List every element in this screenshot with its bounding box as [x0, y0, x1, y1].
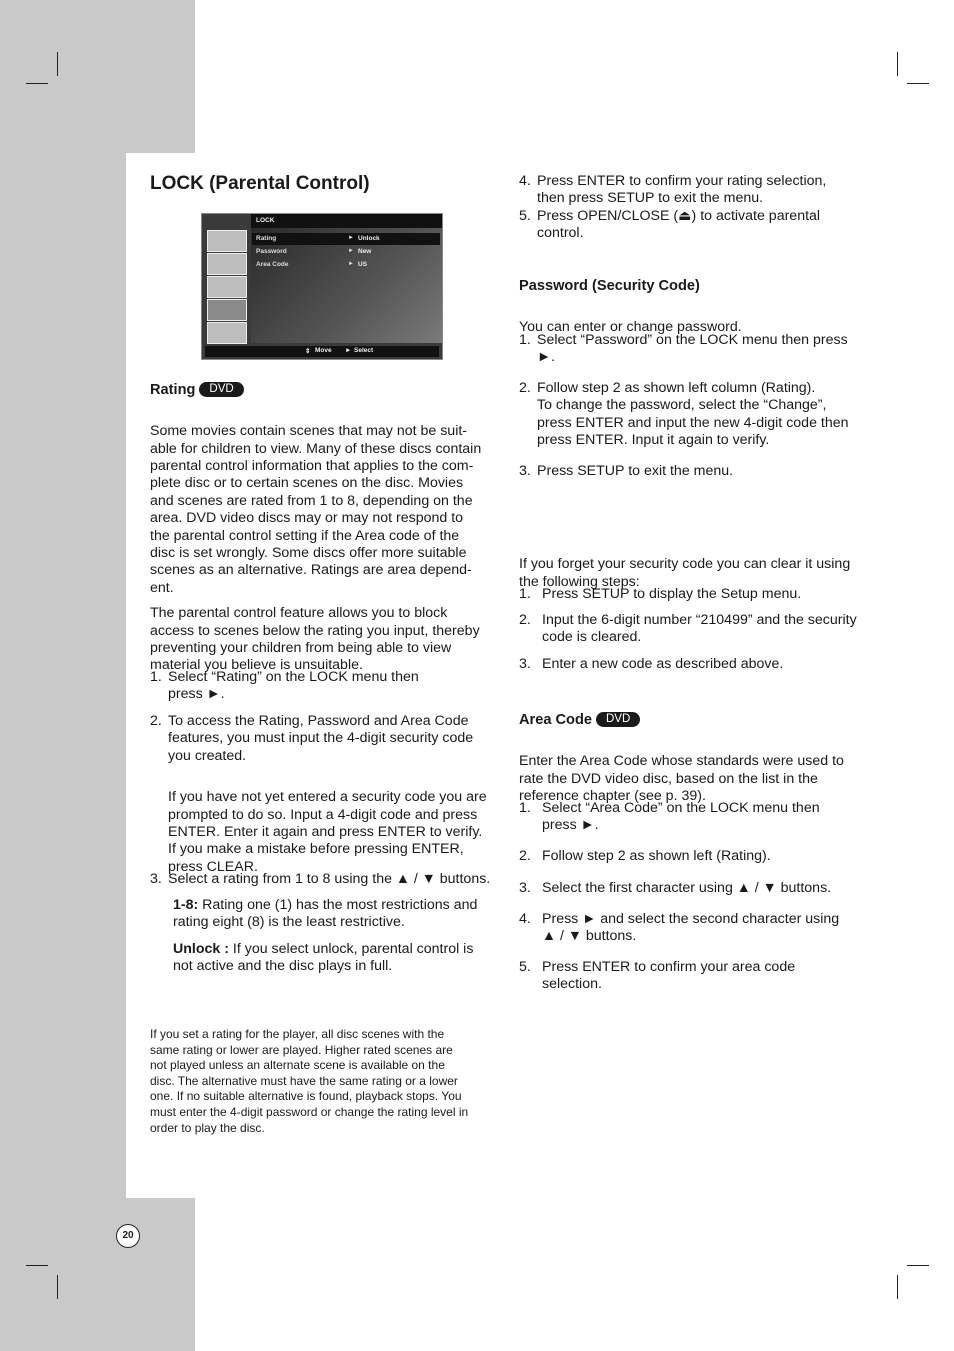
crop-mark	[897, 52, 898, 76]
step-text: Input the 6-digit number “210499” and the security code is cleared.	[542, 612, 857, 646]
margin-band-bottom	[0, 1198, 195, 1351]
lock-icon	[207, 299, 247, 321]
menu-title: LOCK	[256, 217, 275, 224]
area-code-heading	[519, 712, 640, 729]
step-text: Select “Password” on the LOCK menu then press ►.	[537, 332, 848, 366]
menu-row-rating	[252, 233, 440, 245]
rating-paragraph-2: The parental control feature allows you to block access to scenes below the rating you input, thereby preventing your children from being able to view material you believe is unsuitable.	[150, 605, 480, 674]
rating-heading-text: Rating	[150, 382, 196, 398]
step-number: 4.	[519, 911, 531, 927]
menu-row-area-code	[252, 259, 440, 271]
right-arrow-icon: ►	[345, 347, 352, 354]
menu-title-bar	[251, 214, 442, 228]
step-number: 5.	[519, 959, 531, 975]
step-number: 2.	[519, 848, 531, 864]
dvd-badge: DVD	[199, 382, 243, 397]
arrow-icon: ►	[348, 235, 354, 241]
hint-select: Select	[354, 347, 374, 354]
step-text: Select a rating from 1 to 8 using the ▲ / ▼ buttons.	[168, 871, 491, 887]
step-text: Select “Area Code” on the LOCK menu then press ►.	[542, 800, 820, 834]
dvd-badge: DVD	[596, 712, 640, 727]
password-step-2	[519, 380, 879, 450]
forget-code-intro: If you forget your security code you can clear it using the following steps:	[519, 556, 851, 590]
step-number: 3.	[519, 656, 531, 672]
crop-mark	[907, 1265, 929, 1266]
step-text: Select “Rating” on the LOCK menu then press ►.	[168, 669, 419, 703]
forget-step-3	[519, 656, 869, 673]
crop-mark	[26, 83, 48, 84]
step-text: To access the Rating, Password and Area Code features, you must input the 4-digit security code you created.	[168, 713, 474, 764]
forget-step-1	[519, 586, 869, 603]
menu-row-password	[252, 246, 440, 258]
rating-step-4	[519, 173, 869, 208]
page-title: LOCK (Parental Control)	[150, 173, 370, 194]
arrow-icon: ►	[348, 261, 354, 267]
crop-mark	[897, 1275, 898, 1299]
others-icon	[207, 322, 247, 344]
step-number: 1.	[519, 332, 531, 348]
rating-step-2-detail: If you have not yet entered a security code you are prompted to do so. Input a 4-digit code and press ENTER. Enter it again and press ENTER to verify. If you make a mistake before pressing ENTER, press CLEAR.	[168, 789, 487, 875]
step-text: Press OPEN/CLOSE (⏏) to activate parental control.	[537, 208, 821, 242]
step-number: 2.	[519, 612, 531, 628]
margin-band	[0, 153, 126, 1198]
crop-mark	[26, 1265, 48, 1266]
password-heading: Password (Security Code)	[519, 278, 700, 294]
rating-1-8-text: Rating one (1) has the most restrictions and rating eight (8) is the least restrictive.	[173, 897, 478, 931]
arrow-icon: ►	[348, 248, 354, 254]
step-text: Press ENTER to confirm your rating selection, then press SETUP to exit the menu.	[537, 173, 827, 207]
menu-row-value: US	[358, 261, 368, 268]
step-number: 2.	[150, 713, 162, 729]
menu-row-label: Area Code	[256, 261, 289, 268]
step-text: Enter a new code as described above.	[542, 656, 784, 672]
step-number: 4.	[519, 173, 531, 189]
step-number: 1.	[519, 586, 531, 602]
step-number: 5.	[519, 208, 531, 224]
menu-hint-bar	[205, 346, 439, 357]
step-number: 1.	[150, 669, 162, 685]
menu-icon-column	[205, 228, 249, 343]
step-text: Press SETUP to display the Setup menu.	[542, 586, 802, 602]
area-code-intro: Enter the Area Code whose standards were used to rate the DVD video disc, based on the list in the reference chapter (see p. 39).	[519, 753, 844, 804]
step-text: Select the first character using ▲ / ▼ buttons.	[542, 880, 832, 896]
step-number: 1.	[519, 800, 531, 816]
rating-unlock	[173, 941, 503, 976]
margin-band-top	[0, 0, 195, 153]
crop-mark	[57, 52, 58, 76]
password-intro: You can enter or change password.	[519, 319, 742, 336]
step-text: Press SETUP to exit the menu.	[537, 463, 734, 479]
rating-note: If you set a rating for the player, all disc scenes with the same rating or lower are played. Higher rated scenes are not played unless an alternate scene is available on the disc. The alternative must have the same rating or a lower one. If no suitable alternative is found, playback stops. You must enter the 4-digit password or change the rating level in order to play the disc.	[150, 1027, 469, 1135]
menu-row-label: Password	[256, 248, 287, 255]
menu-row-label: Rating	[256, 235, 277, 242]
step-text: Press ► and select the second character using ▲ / ▼ buttons.	[542, 911, 840, 945]
audio-icon	[207, 276, 247, 298]
menu-row-value: Unlock	[358, 235, 380, 242]
hint-move: Move	[315, 347, 332, 354]
updown-icon: ⇕	[305, 348, 311, 355]
rating-step-2	[150, 713, 500, 765]
page-number: 20	[116, 1224, 140, 1248]
rating-step-1	[150, 669, 500, 704]
step-number: 3.	[519, 880, 531, 896]
rating-heading	[150, 382, 244, 399]
step-text: Follow step 2 as shown left column (Rating). To change the password, select the “Change”, press ENTER and input the new 4-digit code then press ENTER. Input it again to verify.	[537, 380, 849, 449]
step-number: 2.	[519, 380, 531, 396]
area-step-1	[519, 800, 869, 835]
step-text: Follow step 2 as shown left (Rating).	[542, 848, 771, 864]
menu-row-value: New	[358, 248, 372, 255]
password-step-3	[519, 463, 869, 480]
step-text: Press ENTER to confirm your area code selection.	[542, 959, 796, 993]
language-icon	[207, 230, 247, 252]
display-icon	[207, 253, 247, 275]
lock-menu-screenshot	[201, 213, 443, 360]
forget-step-2	[519, 612, 879, 647]
unlock-text: If you select unlock, parental control is not active and the disc plays in full.	[173, 941, 474, 975]
area-step-2	[519, 848, 869, 865]
unlock-label: Unlock :	[173, 941, 229, 957]
step-number: 3.	[150, 871, 162, 887]
crop-mark	[57, 1275, 58, 1299]
area-step-5	[519, 959, 869, 994]
password-step-1	[519, 332, 869, 367]
rating-paragraph-1: Some movies contain scenes that may not be suit- able for children to view. Many of these discs contain parental control information that applies to the com- plete disc or to certain scenes on the disc. Movies and scenes are rated from 1 to 8, depending on the area. DVD video discs may or may not respond to the parental control setting if the Area code of the disc is set wrongly. Some discs offer more suitable scenes as an alternative. Ratings are area depend- ent.	[150, 423, 482, 596]
step-number: 3.	[519, 463, 531, 479]
area-code-heading-text: Area Code	[519, 712, 592, 728]
area-step-4	[519, 911, 869, 946]
rating-1-8	[173, 897, 503, 932]
rating-step-3	[150, 871, 510, 888]
rating-step-5	[519, 208, 869, 243]
area-step-3	[519, 880, 869, 897]
crop-mark	[907, 83, 929, 84]
rating-1-8-label: 1-8:	[173, 897, 199, 913]
